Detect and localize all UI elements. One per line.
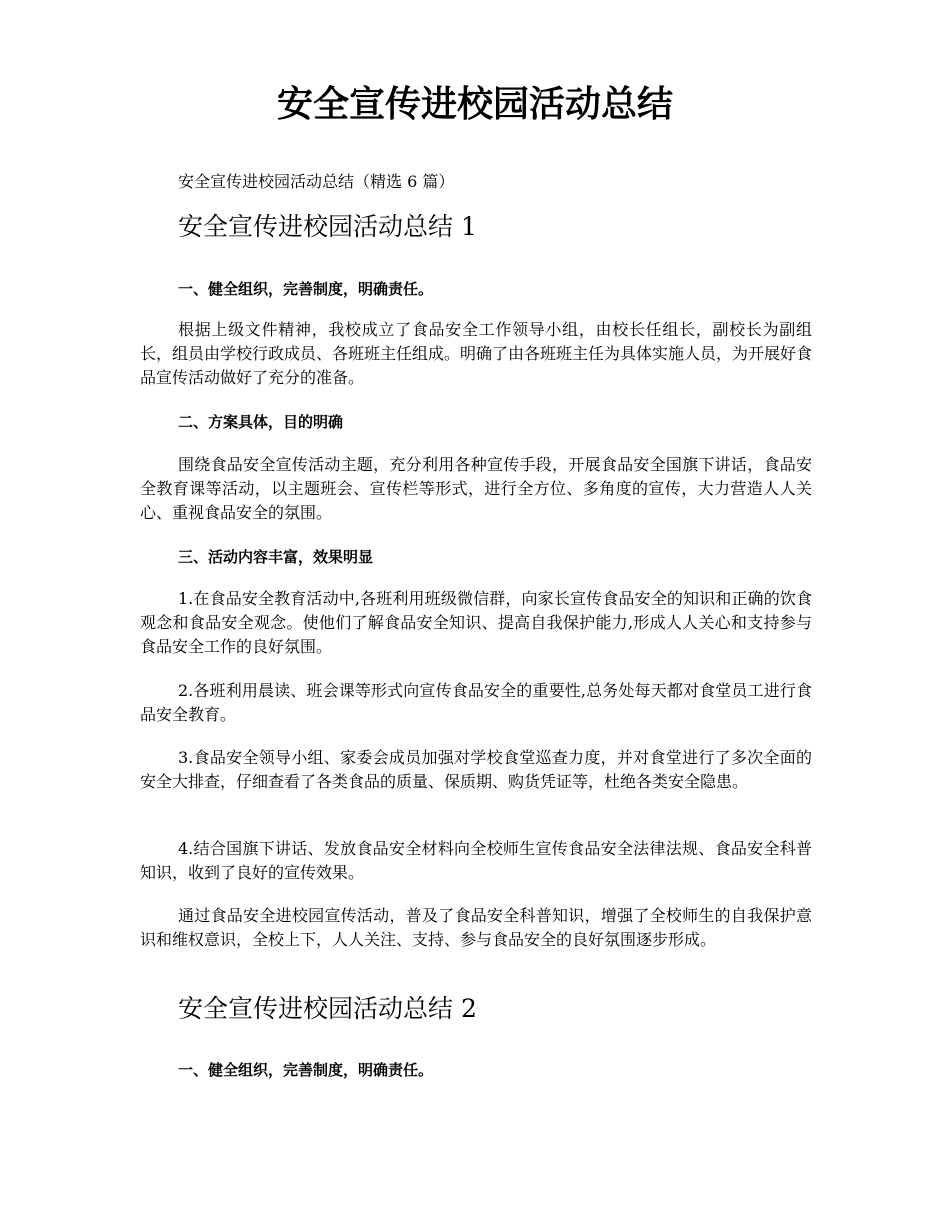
paragraph-activity-4: 4.结合国旗下讲话、发放食品安全材料向全校师生宣传食品安全法律法规、食品安全科普知识，收到了良好的宣传效果。 [140,839,812,882]
subheading-organization-2: 一、健全组织，完善制度，明确责任。 [178,1061,434,1079]
paragraph-organization: 根据上级文件精神，我校成立了食品安全工作领导小组，由校长任组长，副校长为副组长，组员由学校行政成员、各班班主任组成。明确了由各班班主任为具体实施人员，为开展好食品宣传活动做好了充分的准备。 [140,320,813,387]
paragraph-plan: 围绕食品安全宣传活动主题，充分利用各种宣传手段，开展食品安全国旗下讲话，食品安全教育课等活动，以主题班会、宣传栏等形式，进行全方位、多角度的宣传，大力营造人人关心、重视食品安全的氛围。 [140,455,812,522]
subheading-organization: 一、健全组织，完善制度，明确责任。 [178,280,434,298]
paragraph-conclusion: 通过食品安全进校园宣传活动，普及了食品安全科普知识，增强了全校师生的自我保护意识和维权意识，全校上下，人人关注、支持、参与食品安全的良好氛围逐步形成。 [140,906,812,949]
subheading-activities: 三、活动内容丰富，效果明显 [178,548,374,566]
paragraph-activity-2: 2.各班利用晨读、班会课等形式向宣传食品安全的重要性,总务处每天都对食堂员工进行食品安全教育。 [140,681,812,724]
paragraph-activity-1: 1.在食品安全教育活动中,各班利用班级微信群，向家长宣传食品安全的知识和正确的饮食观念和食品安全观念。使他们了解食品安全知识、提高自我保护能力,形成人人关心和支持参与食品安全工作的良好氛围。 [140,589,812,656]
document-title: 安全宣传进校园活动总结 [276,84,673,125]
section-heading-2: 安全宣传进校园活动总结 2 [178,994,477,1023]
document-subtitle: 安全宣传进校园活动总结（精选 6 篇） [178,172,455,191]
subheading-plan: 二、方案具体，目的明确 [178,413,344,431]
section-heading-1: 安全宣传进校园活动总结 1 [178,212,477,241]
paragraph-activity-3: 3.食品安全领导小组、家委会成员加强对学校食堂巡查力度，并对食堂进行了多次全面的安全大排查，仔细查看了各类食品的质量、保质期、购货凭证等，杜绝各类安全隐患。 [140,748,812,791]
